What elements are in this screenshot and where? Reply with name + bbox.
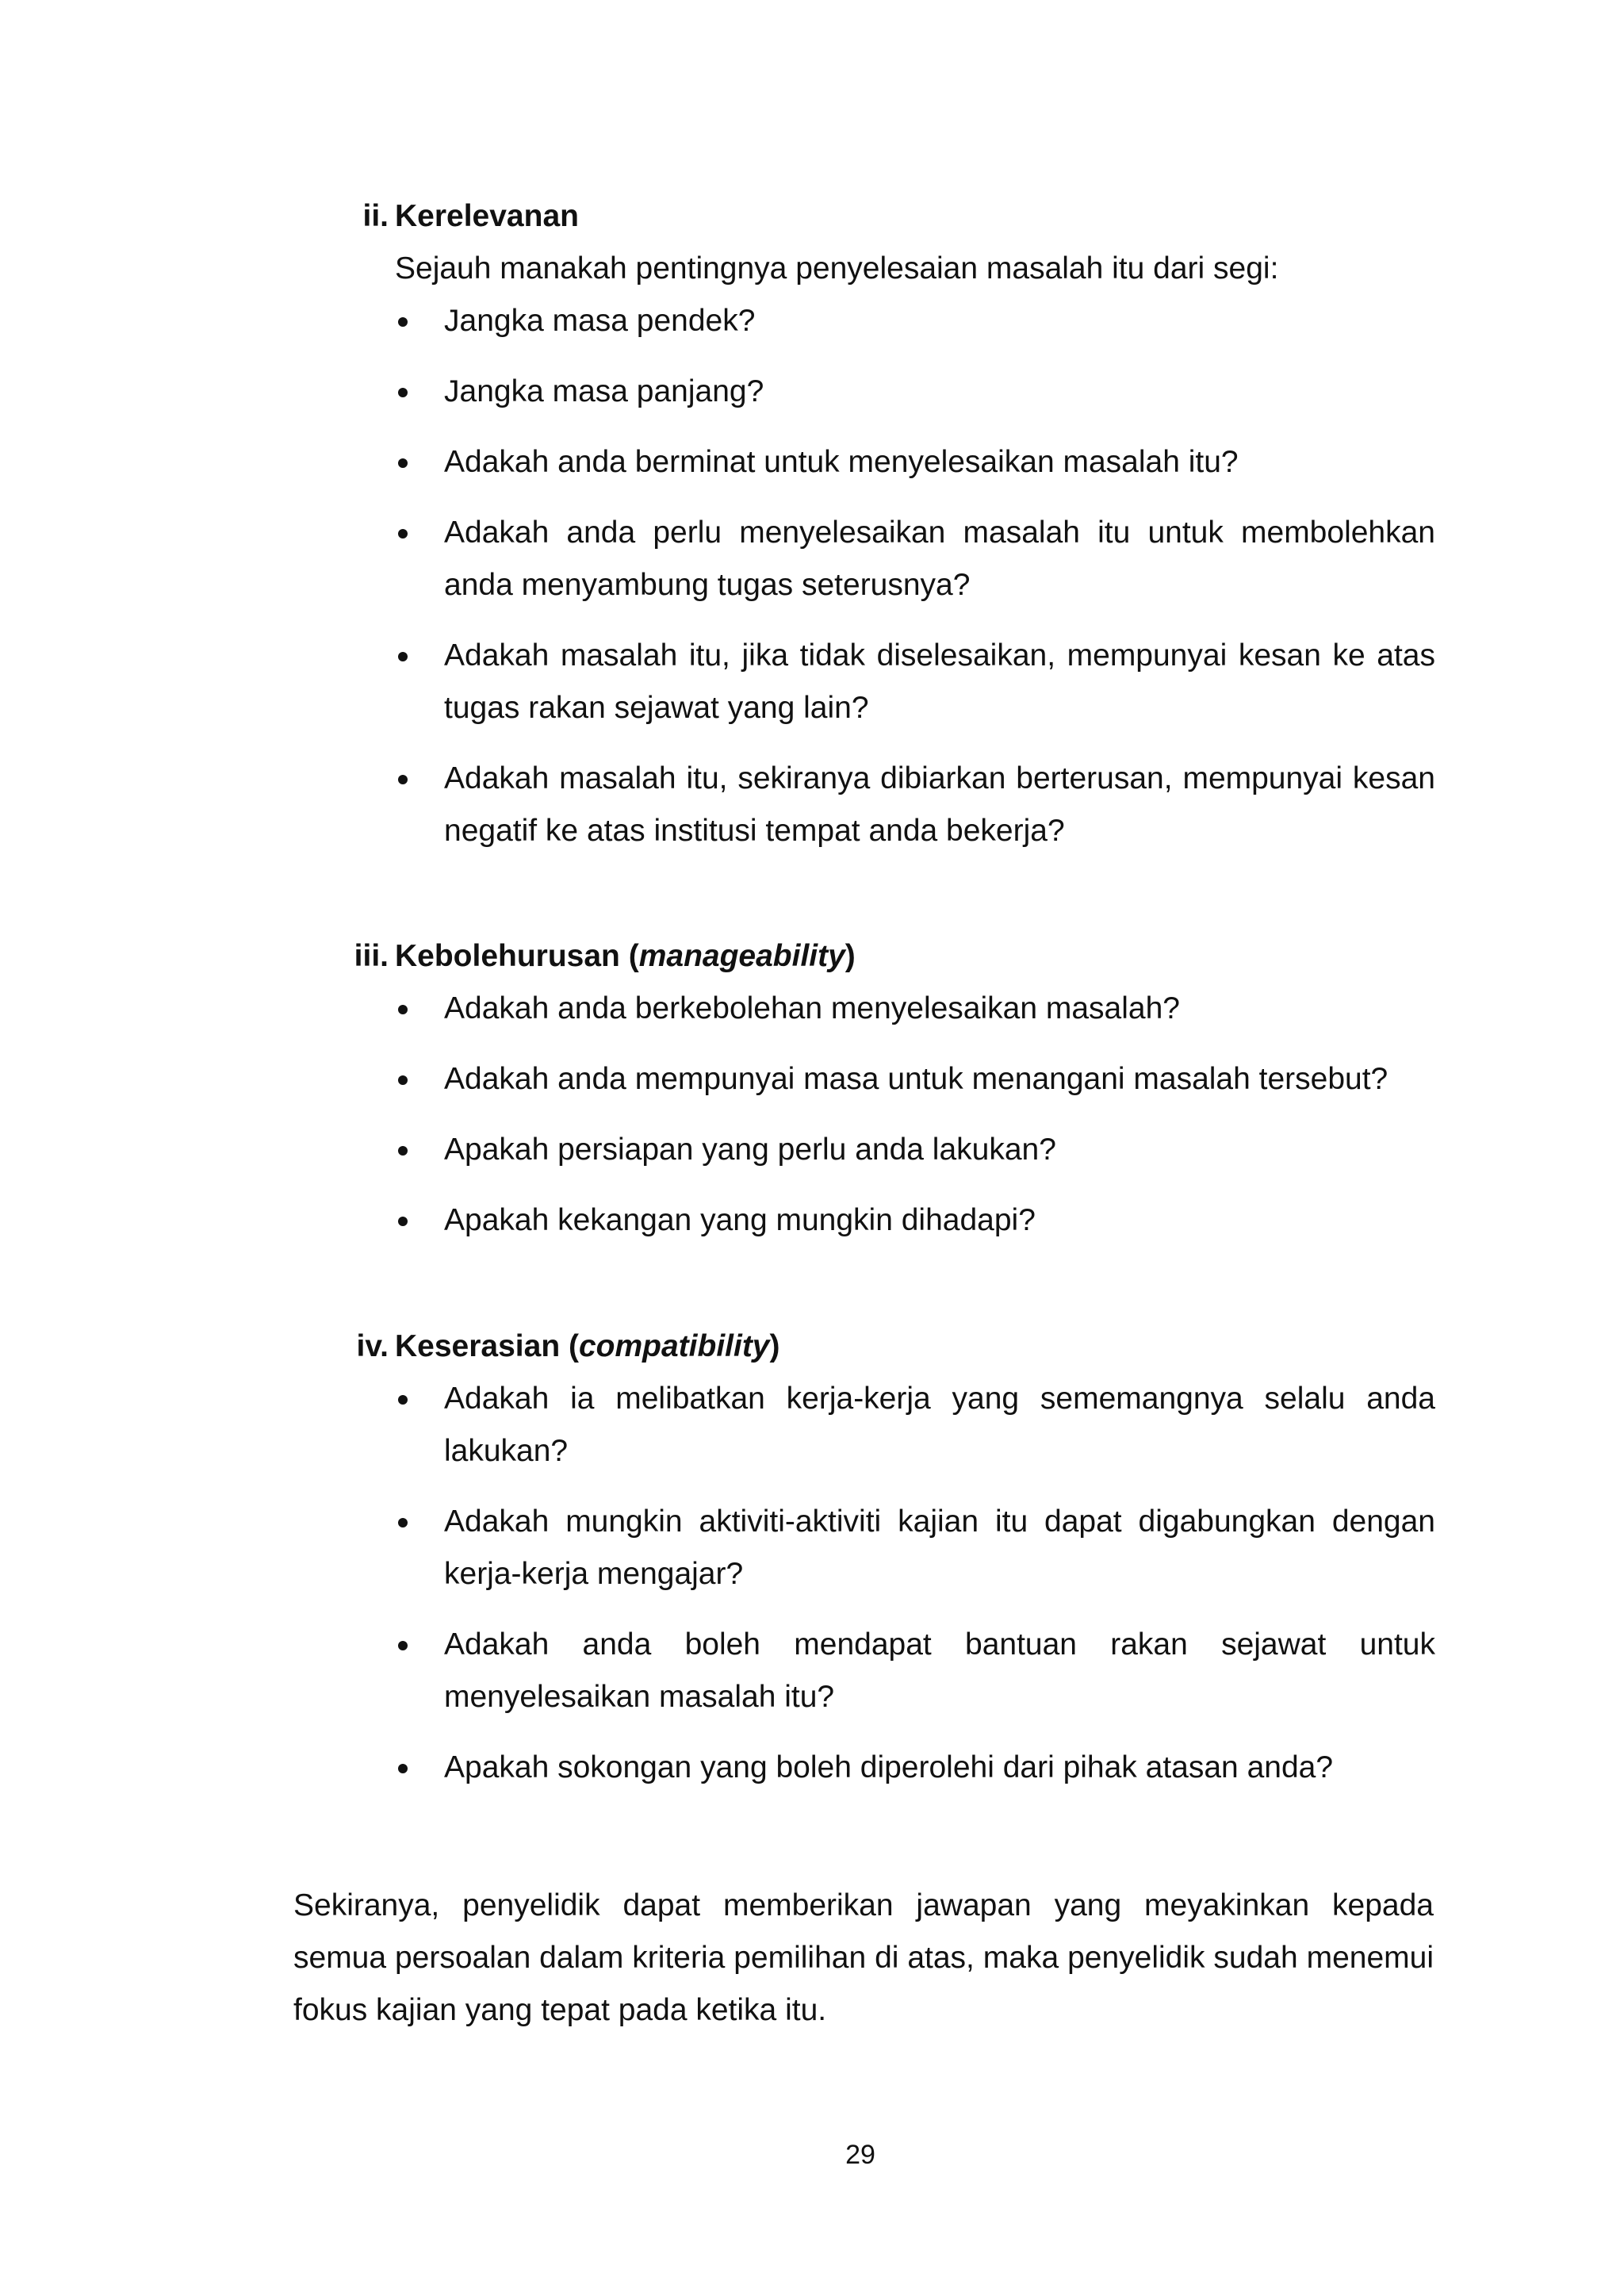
list-item — [395, 1194, 1435, 1247]
list-item-text: Jangka masa panjang? — [444, 374, 764, 408]
bullet-icon — [398, 1764, 408, 1773]
bullet-icon — [398, 317, 408, 327]
heading-close: ) — [845, 939, 856, 973]
section-numeral: ii. — [362, 199, 389, 233]
list-item-text: Adakah mungkin aktiviti-aktiviti kajian itu dapat digabungkan dengan kerja-kerja mengajar? — [444, 1504, 1435, 1591]
bullet-icon — [398, 1146, 408, 1156]
list-item-text: Apakah kekangan yang mungkin dihadapi? — [444, 1203, 1036, 1237]
bullet-icon — [398, 775, 408, 784]
bullet-icon — [398, 1518, 408, 1527]
list-item — [395, 983, 1435, 1035]
heading-term: manageability — [638, 939, 845, 973]
list-item-text: Adakah anda boleh mendapat bantuan rakan sejawat untuk menyelesaikan masalah itu? — [444, 1627, 1435, 1714]
closing-paragraph: Sekiranya, penyelidik dapat memberikan jawapan yang meyakinkan kepada semua persoalan dalam kriteria pemilihan di atas, maka penyelidik sudah menemui fokus kajian yang tepat pada ketika itu. — [293, 1888, 1434, 2027]
section-numeral: iii. — [354, 939, 389, 973]
section-heading — [395, 930, 856, 983]
list-item — [395, 1124, 1435, 1176]
list-item-text: Adakah anda berkebolehan menyelesaikan masalah? — [444, 991, 1180, 1025]
list-item — [395, 753, 1435, 857]
list-item-text: Adakah masalah itu, sekiranya dibiarkan berterusan, mempunyai kesan negatif ke atas institusi tempat anda bekerja? — [444, 761, 1435, 848]
section-numeral: iv. — [356, 1329, 389, 1363]
section-heading — [395, 1320, 780, 1373]
list-item — [395, 366, 1435, 418]
list-item — [395, 295, 1435, 347]
heading-term: compatibility — [578, 1329, 770, 1363]
list-item — [395, 1373, 1435, 1478]
bullet-icon — [398, 1075, 408, 1085]
bullet-icon — [398, 529, 408, 539]
list-item-text: Apakah persiapan yang perlu anda lakukan? — [444, 1133, 1056, 1167]
list-item-text: Adakah anda berminat untuk menyelesaikan masalah itu? — [444, 445, 1239, 479]
list-item-text: Adakah anda perlu menyelesaikan masalah itu untuk membolehkan anda menyambung tugas seterusnya? — [444, 516, 1435, 602]
list-item — [395, 1742, 1435, 1794]
list-item-text: Adakah ia melibatkan kerja-kerja yang sememangnya selalu anda lakukan? — [444, 1382, 1435, 1468]
page-number: 29 — [845, 2140, 875, 2170]
list-item — [395, 436, 1435, 489]
list-item-text: Jangka masa pendek? — [444, 304, 756, 338]
section-intro: Sejauh manakah pentingnya penyelesaian masalah itu dari segi: — [395, 251, 1279, 286]
bullet-icon — [398, 1005, 408, 1014]
bullet-icon — [398, 458, 408, 468]
bullet-icon — [398, 652, 408, 661]
section-heading: Kerelevanan — [395, 199, 579, 233]
bullet-icon — [398, 1641, 408, 1650]
list-item-text: Adakah anda mempunyai masa untuk menangani masalah tersebut? — [444, 1062, 1388, 1096]
heading-text: Kebolehurusan ( — [395, 939, 639, 973]
heading-close: ) — [769, 1329, 780, 1363]
bullet-icon — [398, 388, 408, 397]
list-item — [395, 1053, 1435, 1106]
list-item-text: Adakah masalah itu, jika tidak diselesaikan, mempunyai kesan ke atas tugas rakan sejawat yang lain? — [444, 638, 1435, 725]
list-item — [395, 1619, 1435, 1723]
bullet-list — [395, 295, 1435, 876]
list-item — [395, 1496, 1435, 1600]
list-item-text: Apakah sokongan yang boleh diperolehi dari pihak atasan anda? — [444, 1750, 1334, 1784]
bullet-list — [395, 983, 1435, 1265]
bullet-icon — [398, 1395, 408, 1405]
list-item — [395, 507, 1435, 611]
bullet-icon — [398, 1217, 408, 1226]
heading-text: Keserasian ( — [395, 1329, 579, 1363]
list-item — [395, 630, 1435, 734]
bullet-list — [395, 1373, 1435, 1812]
